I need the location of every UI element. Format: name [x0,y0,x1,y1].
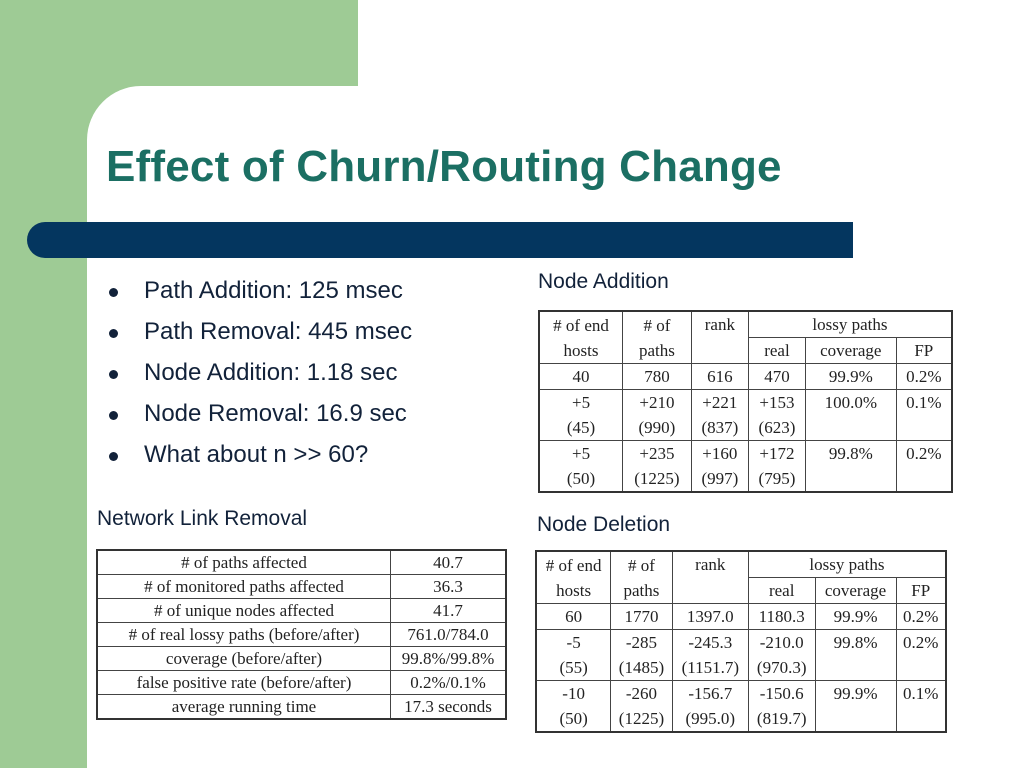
link-removal-caption: Network Link Removal [97,507,308,530]
table-cell: # of paths affected [97,550,391,575]
table-cell: 1397.0 [672,604,748,630]
table-cell: 60 [536,604,611,630]
table-cell: 99.9% [815,604,896,630]
table-header-row [536,551,946,578]
table-cell: -245.3 (1151.7) [672,630,748,681]
table-cell: -150.6 (819.7) [748,681,815,733]
table-cell: 99.9% [815,681,896,733]
header-cell: FP [896,338,952,364]
table-cell: false positive rate (before/after) [97,671,391,695]
table-cell: 0.2% [896,441,952,493]
bullet-item [100,395,412,436]
table-row [97,599,506,623]
table-cell: # of monitored paths affected [97,575,391,599]
bullet-dot-icon [109,370,118,379]
table-cell: +221 (837) [691,390,748,441]
table-cell: 40.7 [391,550,507,575]
bullet-dot-icon [109,288,118,297]
table-cell: 99.8%/99.8% [391,647,507,671]
table-cell: -260 (1225) [611,681,672,733]
bullet-dot-icon [109,411,118,420]
table-row [97,671,506,695]
title-underline-bar [27,222,853,258]
header-cell: coverage [815,578,896,604]
table-cell: +160 (997) [691,441,748,493]
header-cell: # of paths [611,551,672,604]
table-row [536,604,946,630]
table-cell: 0.2%/0.1% [391,671,507,695]
table-header-row [539,311,952,338]
table-row [539,390,952,441]
header-cell: rank [672,551,748,604]
bullet-text: Path Removal: 445 msec [144,318,413,345]
bullet-item [100,354,412,395]
table-cell: 0.2% [896,364,952,390]
header-cell: coverage [806,338,897,364]
table-cell: # of real lossy paths (before/after) [97,623,391,647]
header-cell: lossy paths [748,551,946,578]
table-cell: average running time [97,695,391,720]
header-cell: real [748,578,815,604]
table-cell: 0.1% [896,390,952,441]
table-row [97,695,506,720]
table-row [539,441,952,493]
table-cell: +5 (45) [539,390,623,441]
node-deletion-table [535,550,947,733]
node-deletion-caption: Node Deletion [537,513,671,536]
link-removal-table [96,549,507,720]
slide-title: Effect of Churn/Routing Change [106,142,782,191]
header-cell: # of end hosts [539,311,623,364]
table-cell: +153 (623) [748,390,805,441]
header-cell: # of end hosts [536,551,611,604]
header-cell: lossy paths [748,311,952,338]
table-row [536,630,946,681]
table-cell: 100.0% [806,390,897,441]
header-cell: FP [896,578,946,604]
header-cell: rank [691,311,748,364]
table-cell: 616 [691,364,748,390]
table-cell: -285 (1485) [611,630,672,681]
node-addition-table [538,310,953,493]
bullet-text: Node Removal: 16.9 sec [144,400,407,427]
table-cell: # of unique nodes affected [97,599,391,623]
table-row [539,364,952,390]
table-cell: -10 (50) [536,681,611,733]
table-cell: 99.8% [815,630,896,681]
bullet-item [100,436,412,477]
table-cell: +172 (795) [748,441,805,493]
bullet-item [100,272,412,313]
table-cell: +235 (1225) [623,441,692,493]
table-cell: -156.7 (995.0) [672,681,748,733]
table-cell: 0.2% [896,604,946,630]
header-cell: # of paths [623,311,692,364]
table-cell: +5 (50) [539,441,623,493]
table-row [97,623,506,647]
table-cell: 99.8% [806,441,897,493]
table-cell: 761.0/784.0 [391,623,507,647]
bullet-dot-icon [109,452,118,461]
bullet-list [100,272,412,477]
bullet-text: Path Addition: 125 msec [144,277,403,304]
table-cell: 0.2% [896,630,946,681]
table-cell: +210 (990) [623,390,692,441]
table-row [536,681,946,733]
table-cell: 36.3 [391,575,507,599]
header-cell: real [748,338,805,364]
table-cell: coverage (before/after) [97,647,391,671]
table-cell: 780 [623,364,692,390]
bullet-text: What about n >> 60? [144,441,369,468]
table-cell: 0.1% [896,681,946,733]
table-cell: 1770 [611,604,672,630]
bullet-item [100,313,412,354]
table-cell: 1180.3 [748,604,815,630]
table-cell: 470 [748,364,805,390]
table-cell: 99.9% [806,364,897,390]
bullet-text: Node Addition: 1.18 sec [144,359,398,386]
table-cell: -5 (55) [536,630,611,681]
node-addition-caption: Node Addition [538,270,669,293]
table-row [97,575,506,599]
table-row [97,647,506,671]
table-cell: -210.0 (970.3) [748,630,815,681]
table-cell: 17.3 seconds [391,695,507,720]
table-row [97,550,506,575]
bullet-dot-icon [109,329,118,338]
table-cell: 40 [539,364,623,390]
table-cell: 41.7 [391,599,507,623]
